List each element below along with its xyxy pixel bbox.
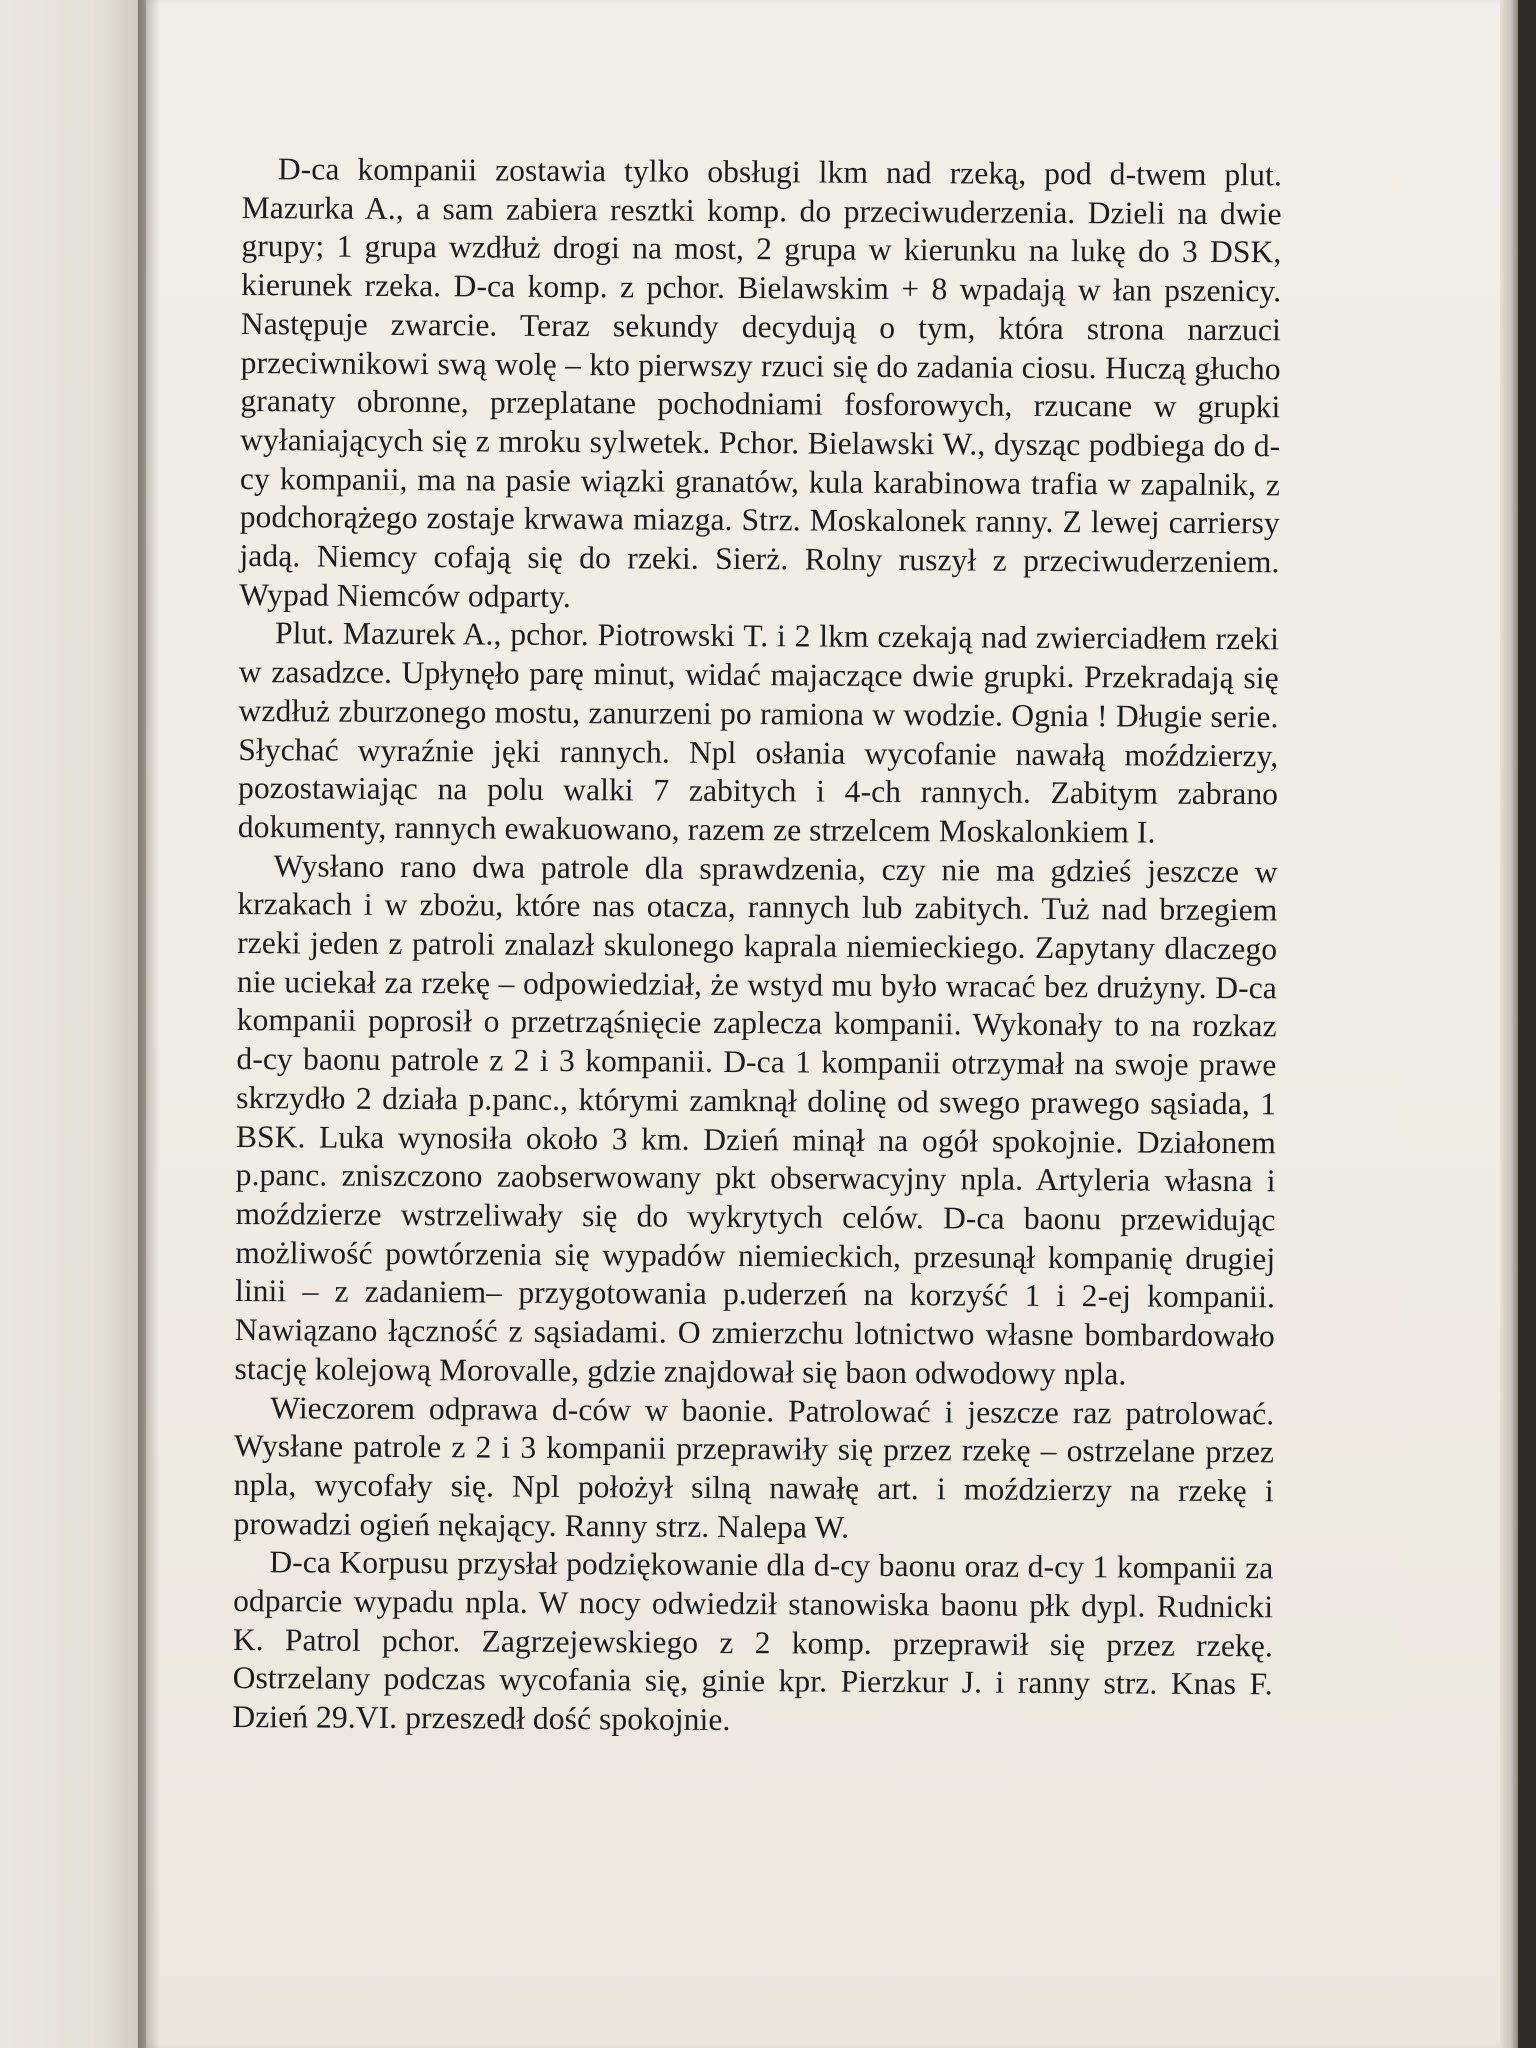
book-page	[146, 0, 1518, 2048]
paragraph-4: Wieczorem odprawa d-ców w baonie. Patrolować i jeszcze raz patrolować. Wysłane patrole z 2 i 3 kompanii przeprawiły się przez rzekę – ostrzelane przez npla, wycofały się. Npl położył silną nawałę art. i moździerzy na rzekę i prowadzi ogień nękający. Ranny strz. Nalepa W.	[233, 1389, 1275, 1545]
paragraph-2: Plut. Mazurek A., pchor. Piotrowski T. i 2 lkm czekają nad zwierciadłem rzeki w zasadzce. Upłynęło parę minut, widać majaczące dwie grupki. Przekradają się wzdłuż zburzonego mostu, zanurzeni po ramiona w wodzie. Ognia ! Długie serie. Słychać wyraźnie jęki rannych. Npl osłania wycofanie nawałą moździerzy, pozostawiając na polu walki 7 zabitych i 4-ch rannych. Zabitym zabrano dokumenty, rannych ewakuowano, razem ze strzelcem Moskalonkiem I.	[237, 615, 1280, 850]
paragraph-1: D-ca kompanii zostawia tylko obsługi lkm nad rzeką, pod d-twem plut. Mazurka A., a sam zabiera resztki komp. do przeciwuderzenia. Dzieli na dwie grupy; 1 grupa wzdłuż drogi na most, 2 grupa w kierunku na lukę do 3 DSK, kierunek rzeka. D-ca komp. z pchor. Bielawskim + 8 wpadają w łan pszenicy. Następuje zwarcie. Teraz sekundy decydują o tym, która strona narzuci przeciwnikowi swą wolę – kto pierwszy rzuci się do zadania ciosu. Huczą głucho granaty obronne, przeplatane pochodniami fosforowych, rzucane w grupki wyłaniających się z mroku sylwetek. Pchor. Bielawski W., dysząc podbiega do d-cy kompanii, ma na pasie wiązki granatów, kula karabinowa trafia w zapalnik, z podchorążego zostaje krwawa miazga. Strz. Moskalonek ranny. Z lewej carriersy jadą. Niemcy cofają się do rzeki. Sierż. Rolny ruszył z przeciwuderzeniem. Wypad Niemców odparty.	[239, 151, 1282, 614]
paragraph-3: Wysłano rano dwa patrole dla sprawdzenia, czy nie ma gdzieś jeszcze w krzakach i w zbożu, które nas otacza, rannych lub zabitych. Tuż nad brzegiem rzeki jeden z patroli znalazł skulonego kaprala niemieckiego. Zapytany dlaczego nie uciekał za rzekę – odpowiedział, że wstyd mu było wracać bez drużyny. D-ca kompanii poprosił o przetrząśnięcie zaplecza kompanii. Wykonały to na rozkaz d-cy baonu patrole z 2 i 3 kompanii. D-ca 1 kompanii otrzymał na swoje prawe skrzydło 2 działa p.panc., którymi zamknął dolinę od swego prawego sąsiada, 1 BSK. Luka wynosiła około 3 km. Dzień minął na ogół spokojnie. Działonem p.panc. zniszczono zaobserwowany pkt obserwacyjny npla. Artyleria własna i moździerze wstrzeliwały się do wykrytych celów. D-ca baonu przewidując możliwość powtórzenia się wypadów niemieckich, przesunął kompanię drugiej linii – z zadaniem– przygotowania p.uderzeń na korzyść 1 i 2-ej kompanii. Nawiązano łączność z sąsiadami. O zmierzchu lotnictwo własne bombardowało stację kolejową Morovalle, gdzie znajdował się baon odwodowy npla.	[234, 847, 1278, 1392]
book-gutter	[138, 0, 160, 2048]
left-facing-page	[0, 0, 148, 2048]
page-edge	[1500, 0, 1518, 2048]
paragraph-5: D-ca Korpusu przysłał podziękowanie dla d-cy baonu oraz d-cy 1 kompanii za odparcie wypadu npla. W nocy odwiedził stanowiska baonu płk dypl. Rudnicki K. Patrol pchor. Zagrzejewskiego z 2 komp. przeprawił się przez rzekę. Ostrzelany podczas wycofania się, ginie kpr. Pierzkur J. i ranny strz. Knas F. Dzień 29.VI. przeszedł dość spokojnie.	[232, 1544, 1274, 1738]
page-text	[232, 150, 1282, 1743]
